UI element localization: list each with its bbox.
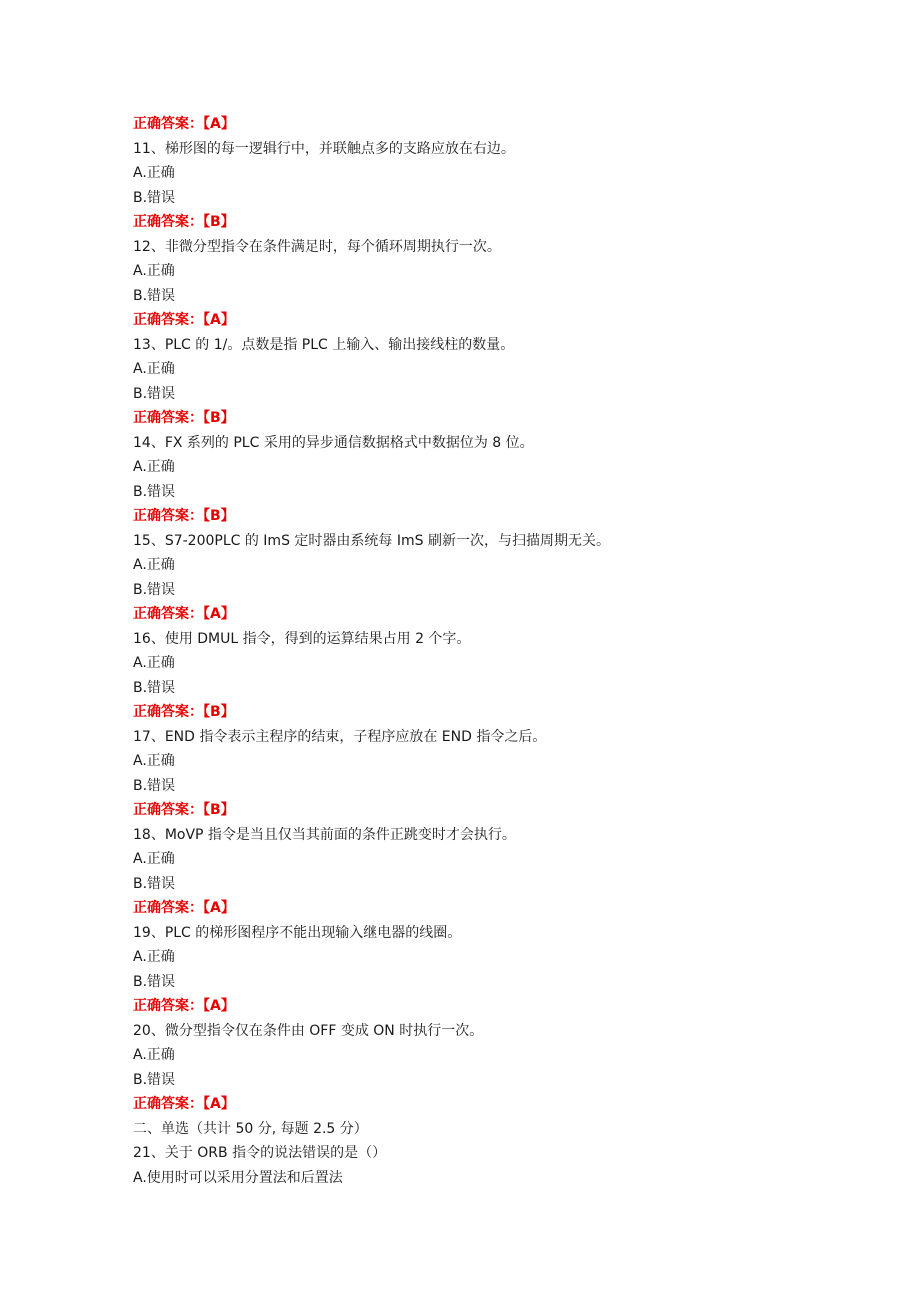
question-text: 12、非微分型指令在条件满足时，每个循环周期执行一次。 (133, 238, 501, 255)
option-text: B.错误 (133, 875, 176, 892)
question-text: 21、关于 ORB 指令的说法错误的是（） (133, 1145, 387, 1161)
answer-line: 正确答案：【B】 (133, 802, 235, 818)
answer-line: 正确答案：【B】 (133, 410, 235, 426)
question-text: 19、PLC 的梯形图程序不能出现输入继电器的线圈。 (133, 924, 462, 941)
option-text: B.错误 (133, 973, 176, 990)
option-text: A.正确 (133, 949, 175, 965)
answer-line: 正确答案：【A】 (133, 606, 235, 622)
question-text: 16、使用 DMUL 指令，得到的运算结果占用 2 个字。 (133, 630, 471, 647)
option-text: A.正确 (133, 263, 175, 279)
option-text: A.正确 (133, 753, 175, 769)
option-text: A.正确 (133, 1047, 175, 1063)
question-text: 13、PLC 的 1/。点数是指 PLC 上输入、输出接线柱的数量。 (133, 336, 515, 353)
option-text: B.错误 (133, 1071, 176, 1088)
option-text: A.正确 (133, 557, 175, 573)
option-text: A.正确 (133, 459, 175, 475)
answer-line: 正确答案：【B】 (133, 214, 235, 230)
answer-line: 正确答案：【A】 (133, 900, 235, 916)
option-text: B.错误 (133, 483, 176, 500)
option-text: B.错误 (133, 777, 176, 794)
answer-line: 正确答案：【A】 (133, 116, 235, 132)
question-text: 18、MoVP 指令是当且仅当其前面的条件正跳变时才会执行。 (133, 826, 516, 843)
section-heading: 二、单选（共计 50 分, 每题 2.5 分） (133, 1120, 368, 1137)
answer-line: 正确答案：【A】 (133, 1096, 235, 1112)
option-text: A.正确 (133, 655, 175, 671)
option-text: A.正确 (133, 361, 175, 377)
answer-line: 正确答案：【A】 (133, 312, 235, 328)
question-text: 17、END 指令表示主程序的结束，子程序应放在 END 指令之后。 (133, 728, 547, 745)
option-text: A.正确 (133, 851, 175, 867)
option-text: A.使用时可以采用分置法和后置法 (133, 1169, 343, 1186)
option-text: A.正确 (133, 165, 175, 181)
option-text: B.错误 (133, 189, 176, 206)
question-text: 14、FX 系列的 PLC 采用的异步通信数据格式中数据位为 8 位。 (133, 434, 534, 451)
question-text: 15、S7-200PLC 的 ImS 定时器由系统每 ImS 刷新一次，与扫描周期无关。 (133, 532, 610, 549)
option-text: B.错误 (133, 287, 176, 304)
answer-line: 正确答案：【B】 (133, 508, 235, 524)
option-text: B.错误 (133, 581, 176, 598)
question-list (133, 112, 833, 1190)
question-text: 20、微分型指令仅在条件由 OFF 变成 ON 时执行一次。 (133, 1022, 484, 1039)
answer-line: 正确答案：【B】 (133, 704, 235, 720)
answer-line: 正确答案：【A】 (133, 998, 235, 1014)
question-text: 11、梯形图的每一逻辑行中，并联触点多的支路应放在右边。 (133, 140, 515, 157)
option-text: B.错误 (133, 385, 176, 402)
option-text: B.错误 (133, 679, 176, 696)
